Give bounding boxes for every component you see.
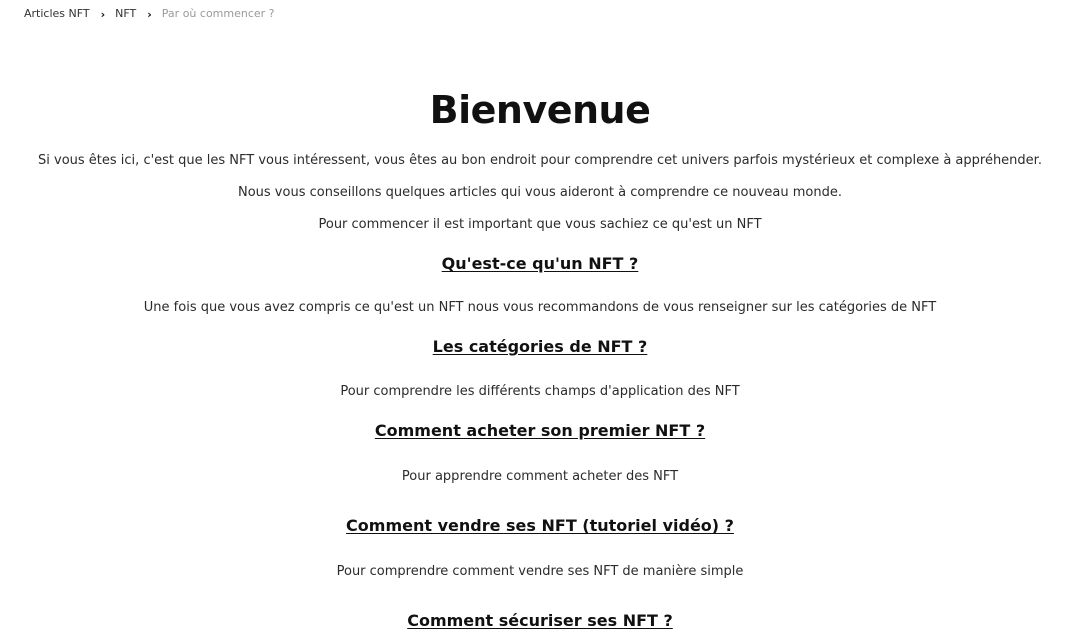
intro-paragraph: Pour commencer il est important que vous sachiez ce qu'est un NFT [318,217,762,232]
article-link-what-is-nft[interactable]: Qu'est-ce qu'un NFT ? [441,254,639,273]
section-description: Pour comprendre les différents champs d'application des NFT [340,384,740,399]
section-description: Pour apprendre comment acheter des NFT [401,469,679,484]
breadcrumb-current: Par où commencer ? [161,7,275,20]
section-description: Une fois que vous avez compris ce qu'est un NFT nous vous recommandons de vous renseigner sur les catégories de NFT [143,300,937,315]
section-description: Pour comprendre comment vendre ses NFT de manière simple [336,564,744,579]
article-link-nft-categories[interactable]: Les catégories de NFT ? [432,337,648,356]
article-heading [0,254,1080,274]
breadcrumb-link-articles-nft[interactable]: Articles NFT [24,7,90,20]
chevron-right-icon: › [100,8,106,21]
article-link-sell-nft-video[interactable]: Comment vendre ses NFT (tutoriel vidéo) ? [346,516,734,535]
intro-paragraph: Nous vous conseillons quelques articles qui vous aideront à comprendre ce nouveau monde. [237,185,842,200]
breadcrumb-link-nft[interactable]: NFT [115,7,137,20]
article-link-buy-first-nft[interactable]: Comment acheter son premier NFT ? [374,421,706,440]
article-link-secure-nft[interactable]: Comment sécuriser ses NFT ? [407,611,673,630]
breadcrumb [24,7,275,21]
article-heading [0,337,1080,357]
intro-paragraph: Si vous êtes ici, c'est que les NFT vous intéressent, vous êtes au bon endroit pour comprendre cet univers parfois mystérieux et complexe à appréhender. [38,153,1042,168]
chevron-right-icon: › [147,8,152,21]
article-heading [0,421,1080,441]
page-title: Bienvenue [429,88,651,132]
article-heading [0,611,1080,631]
article-heading [0,516,1080,536]
